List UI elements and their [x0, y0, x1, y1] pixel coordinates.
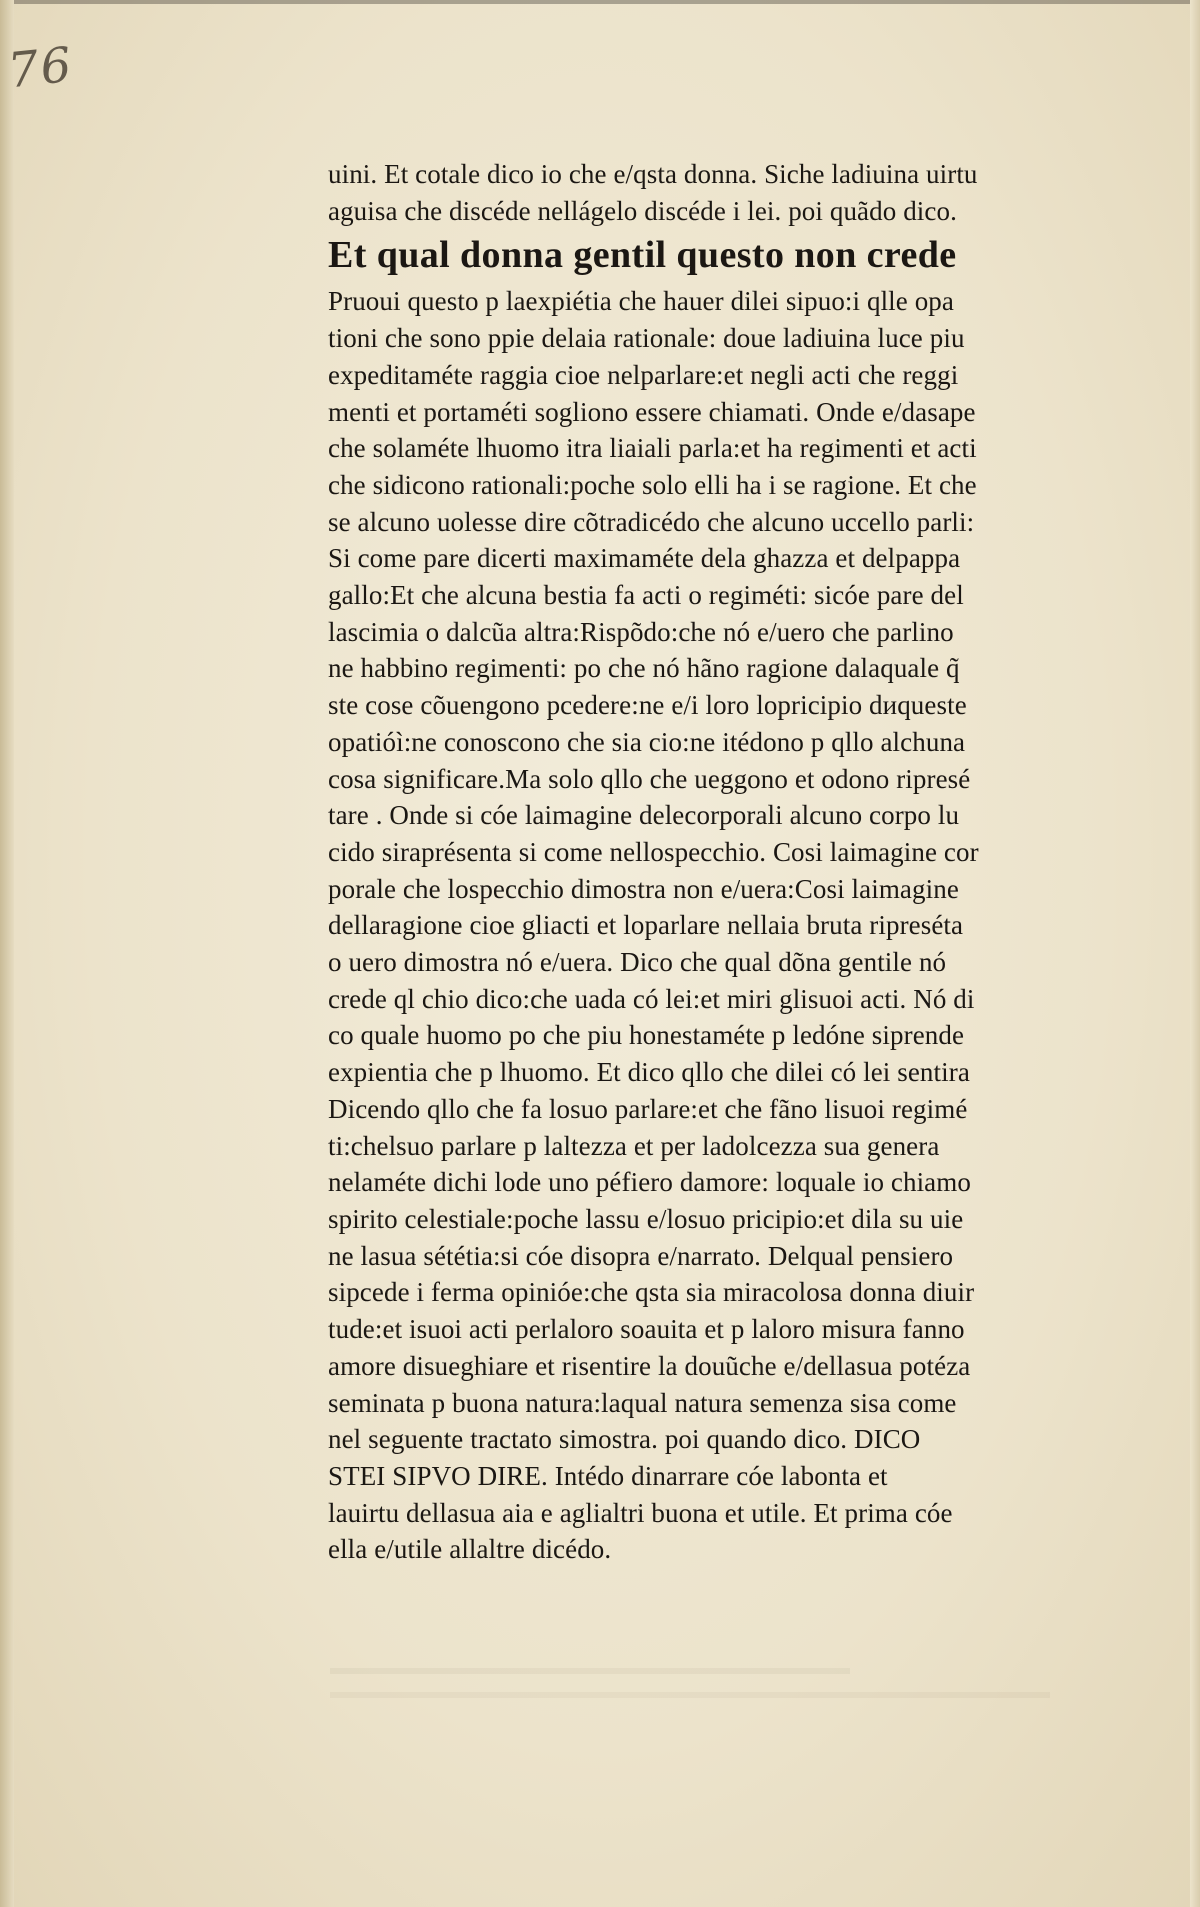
text-line: co quale huomo po che piu honestaméte p ledóne siprende [328, 1020, 965, 1051]
show-through-lines [330, 1662, 1090, 1722]
text-block [328, 156, 1108, 1568]
text-line: seminata p buona natura:laqual natura semenza sisa come [328, 1387, 957, 1418]
text-line: opatióì:ne conoscono che sia cio:ne itédono p qllo alchuna [328, 726, 966, 757]
text-line: lascimia o dalcũa altra:Rispõdo:che nó e/uero che parlino [328, 616, 954, 647]
text-line: sipcede i ferma opinióe:che qsta sia miracolosa donna diuir [328, 1277, 975, 1308]
folio-number: 76 [5, 36, 76, 100]
text-line: spirito celestiale:poche lassu e/losuo pricipio:et dila su uie [328, 1203, 964, 1234]
text-line: se alcuno uolesse dire cõtradicédo che alcuno uccello parli: [328, 506, 975, 537]
text-line: ti:chelsuo parlare p laltezza et per ladolcezza sua genera [328, 1130, 940, 1161]
text-line: Si come pare dicerti maximaméte dela ghazza et delpappa [328, 543, 961, 574]
verse-heading: Et qual donna gentil questo non crede [328, 234, 957, 277]
text-line: ne habbino regimenti: po che nó hãno ragione dalaquale q̃ [328, 653, 960, 684]
text-line: porale che lospecchio dimostra non e/uera:Cosi laimagine [328, 873, 959, 904]
text-line: tude:et isuoi acti perlaloro soauita et p laloro misura fanno [328, 1314, 965, 1345]
text-line: o uero dimostra nó e/uera. Dico che qual dõna gentile nó [328, 947, 947, 978]
text-line: Pruoui questo p laexpiétia che hauer dilei sipuo:i qlle opa [328, 286, 954, 317]
text-line: lauirtu dellasua aia e aglialtri buona et utile. Et prima cóe [328, 1497, 953, 1528]
text-line: expeditaméte raggia cioe nelparlare:et negli acti che reggi [328, 359, 959, 390]
text-line: gallo:Et che alcuna bestia fa acti o regiméti: sicóe pare del [328, 580, 964, 611]
text-line: dellaragione cioe gliacti et loparlare nellaia bruta ripreséta [328, 910, 964, 941]
text-line: crede ql chio dico:che uada có lei:et miri glisuoi acti. Nó di [328, 983, 975, 1014]
text-line: che solaméte lhuomo itra liaiali parla:et ha regimenti et acti [328, 433, 977, 464]
text-line: cosa significare.Ma solo qllo che ueggono et odono ripresé [328, 763, 971, 794]
text-line: nel seguente tractato simostra. poi quando dico. DICO [328, 1424, 921, 1455]
text-line: che sidicono rationali:poche solo elli ha i se ragione. Et che [328, 469, 977, 500]
text-line: tare . Onde si cóe laimagine delecorporali alcuno corpo lu [328, 800, 960, 831]
page-top-edge [0, 0, 1200, 4]
text-line: amore disueghiare et risentire la douũche e/dellasua potéza [328, 1350, 971, 1381]
text-line: menti et portaméti sogliono essere chiamati. Onde e/dasape [328, 396, 976, 427]
text-line: tioni che sono ppie delaia rationale: doue ladiuina luce piu [328, 323, 965, 354]
text-line: cido siraprésenta si come nellospecchio. Cosi laimagine cor [328, 836, 979, 867]
text-line: ne lasua sététia:si cóe disopra e/narrato. Delqual pensiero [328, 1240, 954, 1271]
page-left-edge [0, 0, 14, 1907]
text-line: STEI SIPVO DIRE. Intédo dinarrare cóe labonta et [328, 1460, 888, 1491]
text-line: aguisa che discéde nellágelo discéde i lei. poi quãdo dico. [328, 195, 957, 226]
text-line: ste cose cõuengono pcedere:ne e/i loro lopricipio dиqueste [328, 690, 967, 721]
text-line: uini. Et cotale dico io che e/qsta donna. Siche ladiuina uirtu [328, 159, 978, 189]
page-right-edge [1190, 0, 1200, 1907]
text-line: Dicendo qllo che fa losuo parlare:et che fãno lisuoi regimé [328, 1093, 968, 1124]
text-line: expientia che p lhuomo. Et dico qllo che dilei có lei sentira [328, 1057, 970, 1088]
text-line: ella e/utile allaltre dicédo. [328, 1534, 612, 1565]
text-line: nelaméte dichi lode uno péfiero damore: loquale io chiamo [328, 1167, 971, 1198]
show-through-texture [330, 1662, 1090, 1730]
